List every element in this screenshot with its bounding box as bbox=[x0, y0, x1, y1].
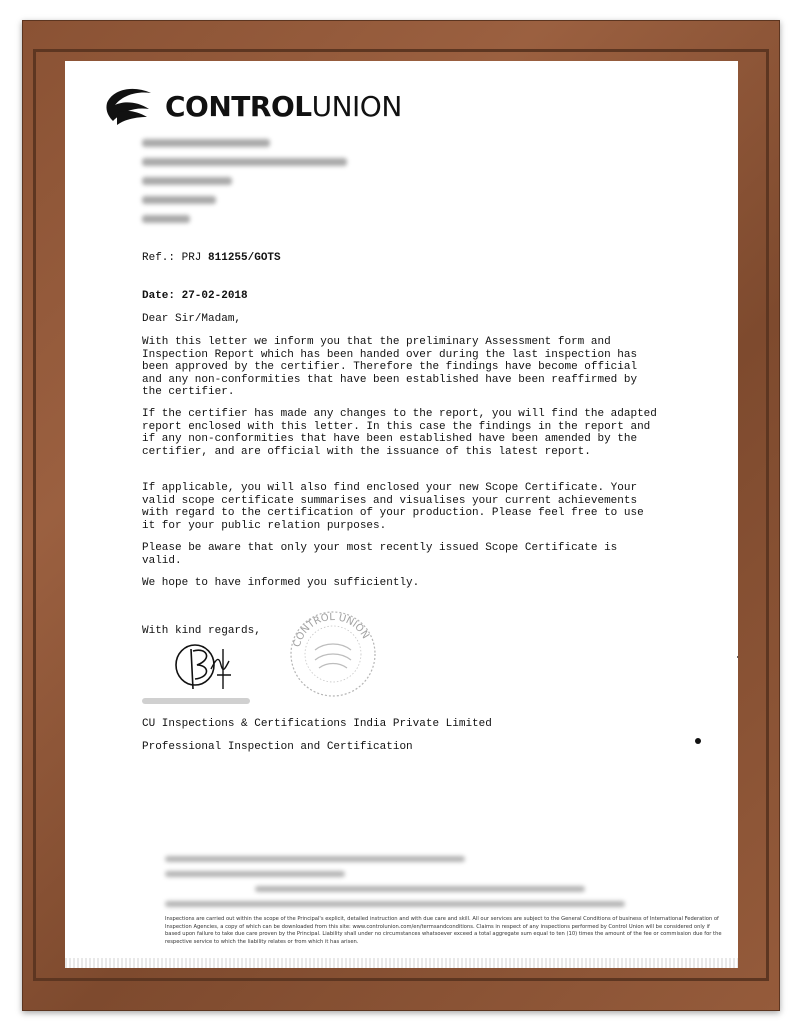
svg-text:CONTROL UNION: CONTROL UNION bbox=[291, 611, 371, 649]
paragraph-changes: If the certifier has made any changes to the report, you will find the adapted report enclosed with this letter. In this case the findings in the report and if any non-conformities that have been established have been amended by the certifier, and are official with the issuance of this latest report. bbox=[142, 408, 657, 458]
ink-speck-small bbox=[737, 656, 738, 658]
footer-disclaimer: Inspections are carried out within the scope of the Principal's explicit, detailed instruction and with due care and skill. All our services are subject to the General Conditions of business of International Federation of Inspection Agencies, a copy of which can be downloaded from this site: www.controlunion.com/en/termsandconditions. Claims in respect of any inspections performed by Control Union will be considered only if based upon failure to take due care proven by the Principal. Liability shall under no circumstances whatsoever exceed a total aggregate sum equal to ten (10) times the amount of the fee or commission due for the respective service to which the liability relates or from which it has arisen. bbox=[165, 916, 722, 945]
company-name: CU Inspections & Certifications India Private Limited bbox=[142, 718, 492, 730]
ink-speck bbox=[695, 738, 701, 744]
salutation: Dear Sir/Madam, bbox=[142, 313, 242, 325]
paragraph-scope-certificate: If applicable, you will also find enclosed your new Scope Certificate. Your valid scope certificate summarises and visualises your current achievements with regard to the certification of your production. Please feel free to use it for your public relation purposes. bbox=[142, 482, 644, 532]
company-tagline: Professional Inspection and Certification bbox=[142, 741, 413, 753]
paragraph-closing-note: We hope to have informed you sufficiently. bbox=[142, 577, 420, 589]
recipient-address-redacted bbox=[142, 139, 347, 234]
brand-wordmark: CONTROLUNION bbox=[165, 89, 402, 123]
reference-line: Ref.: PRJ 811255/GOTS bbox=[142, 252, 281, 264]
control-union-logo bbox=[103, 81, 402, 131]
paragraph-validity: Please be aware that only your most recently issued Scope Certificate is valid. bbox=[142, 542, 618, 567]
handwritten-signature bbox=[173, 639, 243, 693]
paragraph-approval: With this letter we inform you that the preliminary Assessment form and Inspection Report which has been handed over during the last inspection has been approved by the certifier. Therefore the findings have become official and any non-conformities that have been established have been reaffirmed by the certifier. bbox=[142, 336, 638, 399]
letter-date: Date: 27-02-2018 bbox=[142, 290, 248, 302]
company-seal-stamp bbox=[285, 606, 381, 702]
paper-bottom-edge bbox=[65, 958, 738, 968]
reference-number: 811255/GOTS bbox=[208, 252, 281, 264]
footer-address-redacted bbox=[165, 856, 625, 916]
logo-swoosh-icon bbox=[103, 83, 155, 129]
letter-page bbox=[65, 61, 738, 968]
closing-regards: With kind regards, bbox=[142, 625, 261, 637]
signatory-name-redacted bbox=[142, 697, 250, 705]
